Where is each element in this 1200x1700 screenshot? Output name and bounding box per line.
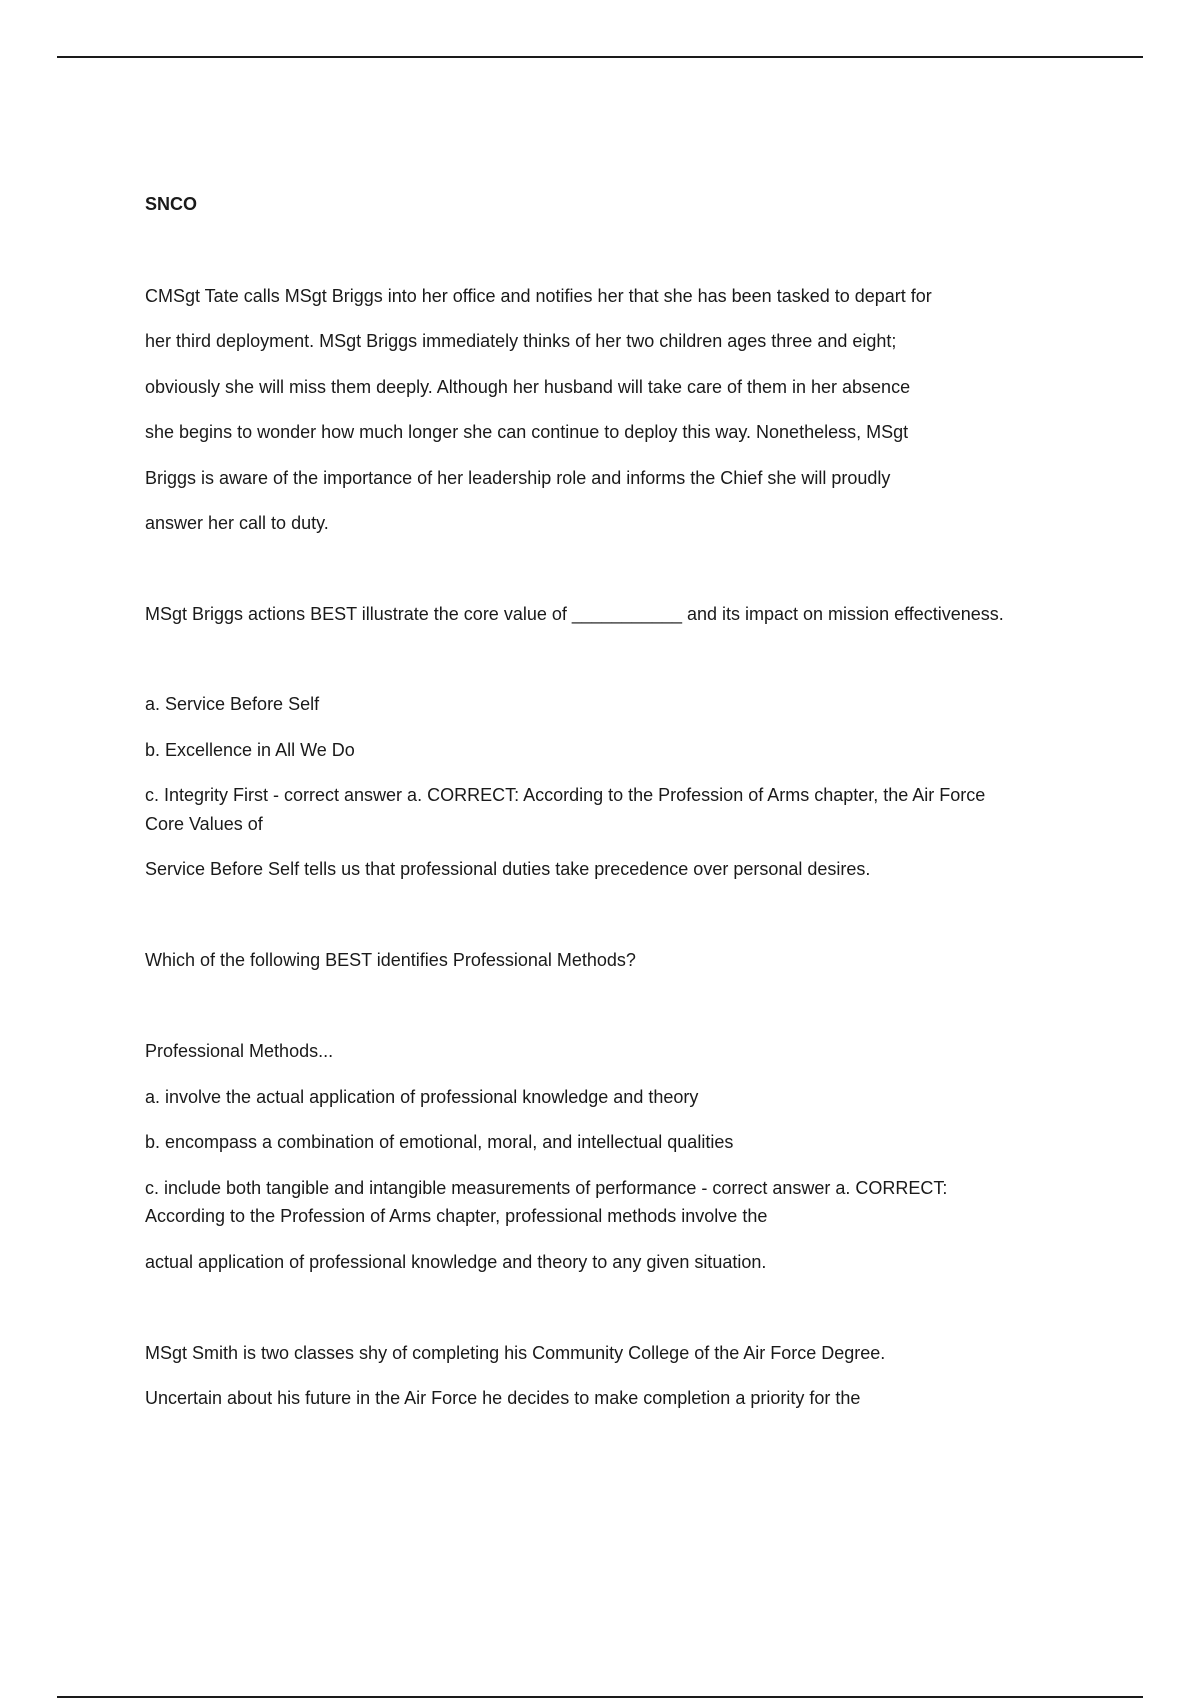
- q1-question: MSgt Briggs actions BEST illustrate the core value of ___________ and its impact on mission effectiveness.: [145, 604, 1004, 624]
- q1-option-a: a. Service Before Self: [145, 694, 320, 714]
- q3-scenario-line: MSgt Smith is two classes shy of completing his Community College of the Air Force Degree.: [145, 1343, 886, 1363]
- q2-question: Which of the following BEST identifies Professional Methods?: [145, 950, 636, 970]
- q1-scenario-line: CMSgt Tate calls MSgt Briggs into her office and notifies her that she has been tasked to depart for: [145, 286, 932, 306]
- q1-scenario-line: obviously she will miss them deeply. Although her husband will take care of them in her absence: [145, 377, 911, 397]
- q1-scenario-line: Briggs is aware of the importance of her leadership role and informs the Chief she will proudly: [145, 468, 891, 488]
- q1-scenario-line: answer her call to duty.: [145, 513, 329, 533]
- q2-option-c: c. include both tangible and intangible measurements of performance - correct answer a. CORRECT:: [145, 1178, 948, 1198]
- q1-scenario-line: she begins to wonder how much longer she can continue to deploy this way. Nonetheless, MSgt: [145, 422, 909, 442]
- q2-option-b: b. encompass a combination of emotional, moral, and intellectual qualities: [145, 1132, 734, 1152]
- q1-option-b: b. Excellence in All We Do: [145, 740, 355, 760]
- q1-answer-explanation: Service Before Self tells us that professional duties take precedence over personal desires.: [145, 859, 871, 879]
- q1-option-c-continued: Core Values of: [145, 814, 263, 834]
- q2-stem: Professional Methods...: [145, 1041, 334, 1061]
- top-rule: [57, 56, 1143, 58]
- document-heading: SNCO: [145, 194, 198, 214]
- q3-scenario-line: Uncertain about his future in the Air Force he decides to make completion a priority for the: [145, 1388, 861, 1408]
- q1-option-c: c. Integrity First - correct answer a. CORRECT: According to the Profession of Arms chapter, the Air Force: [145, 785, 986, 805]
- q2-option-c-continued: According to the Profession of Arms chapter, professional methods involve the: [145, 1206, 768, 1226]
- bottom-rule: [57, 1696, 1143, 1698]
- q1-scenario-line: her third deployment. MSgt Briggs immediately thinks of her two children ages three and eight;: [145, 331, 897, 351]
- q2-option-a: a. involve the actual application of professional knowledge and theory: [145, 1087, 699, 1107]
- q2-answer-explanation: actual application of professional knowledge and theory to any given situation.: [145, 1252, 767, 1272]
